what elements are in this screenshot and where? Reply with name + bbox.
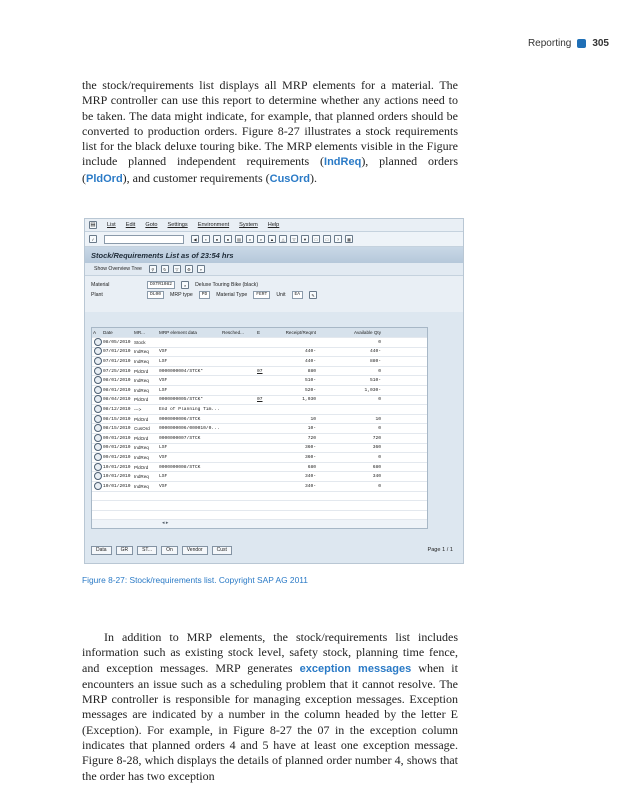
cell-mrp-element: PldOrd [134,416,149,422]
row-detail-icon[interactable] [92,386,102,395]
element-icon[interactable] [94,338,102,346]
cell-element-data: 0000000005/STCK* [159,397,204,403]
st-button[interactable]: ST... [137,546,157,555]
cell-available-qty: 720 [372,435,381,441]
empty-row [92,511,427,521]
cell-available-qty: 0 [378,397,381,403]
cell-available-qty: 0 [378,483,381,489]
table-row[interactable] [92,396,427,406]
column-header-date[interactable]: Date [103,330,113,335]
page-number: 305 [592,38,609,49]
row-detail-icon[interactable] [92,395,102,404]
element-icon[interactable] [94,453,102,461]
cell-mrp-element: PldOrd [134,397,149,403]
cell-receipt-reqmt: 1,030 [302,397,316,403]
cell-element-data: 0000000008/STCK [159,464,201,470]
row-detail-icon[interactable] [92,443,102,452]
cell-mrp-element: PldOrd [134,368,149,374]
cell-element-data: LSF [159,474,168,480]
cell-available-qty: 440- [369,349,381,355]
cell-receipt-reqmt: 720 [307,435,316,441]
cell-date: 08/05/2010 [103,339,131,345]
enter-icon[interactable]: ✓ [89,235,97,243]
table-row[interactable] [92,463,427,473]
find-icon[interactable]: ⌕ [246,235,254,243]
filter-icon[interactable]: ▽ [173,265,181,273]
cell-mrp-element: IndReq [134,378,149,384]
cell-receipt-reqmt: 10- [307,426,316,432]
menu-item[interactable]: Edit [125,222,136,228]
cell-element-data: LSF [159,387,168,393]
text: In addition to MRP elements, the stock/requirements list includes information such as existing stock level, safety stock, planning time fence, and exception messages. MRP generates [82,630,458,675]
material-search-icon[interactable]: ⌕ [181,281,189,289]
empty-row [92,501,427,511]
horizontal-scrollbar[interactable]: ◂ ▸ [92,520,427,528]
row-detail-icon[interactable] [92,376,102,385]
cell-element-data: End of Planning Tim... [159,406,220,412]
material-field[interactable]: DXTR1082 [147,281,175,289]
cell-available-qty: 0 [378,339,381,345]
cell-mrp-element: IndReq [134,454,149,460]
element-icon[interactable] [94,482,102,490]
cell-date: 08/04/2010 [103,397,131,403]
cell-available-qty: 0 [378,368,381,374]
table-row[interactable] [92,424,427,434]
layout-icon[interactable]: ▦ [345,235,353,243]
paragraph-intro [82,78,458,187]
plant-label: Plant [91,292,103,298]
help-icon[interactable]: ? [334,235,342,243]
cell-element-data: 0000000007/STCK [159,435,201,441]
on-button[interactable]: On [161,546,178,555]
column-header-element[interactable]: MRP element data [159,330,197,335]
row-detail-icon[interactable] [92,434,102,443]
cell-mrp-element: IndReq [134,483,149,489]
table-row[interactable] [92,386,427,396]
cell-available-qty: 0 [378,426,381,432]
cell-available-qty: 10 [375,416,381,422]
text: the stock/requirements list displays all MRP elements for a material. The MRP controller can use this report to determine whether any actions need to be taken. The data might indicate, for example, that planned orders should be converted to production orders. Figure 8-27 illustrates a stock requirements list for the black deluxe touring bike. The MRP elements visible in the Figure include planned independent requirements ( [82,78,458,169]
page-label: Page [427,547,441,553]
column-header-a[interactable]: A [93,330,97,335]
cancel-icon[interactable]: ● [224,235,232,243]
print-icon[interactable]: ▤ [235,235,243,243]
cell-receipt-reqmt: 440- [304,349,316,355]
keyword-cusord: CusOrd [269,172,310,185]
back-icon[interactable]: ◀ [191,235,199,243]
element-icon[interactable] [94,472,102,480]
cell-date: 07/01/2010 [103,349,131,355]
text: when it encounters an issue such as a scheduling problem that it cannot resolve. The MRP controller is responsible for managing exception messages. Exception messages are indicated by a number in the column headed by the letter E (Exception). For example, in Figure 8-27 the 07 in the exception column indicates that planned orders 4 and 5 have at least one exception message. Figure 8-28, which displays the details of planned order number 4, shows that the order has two exception [82,660,458,783]
table-row[interactable] [92,338,427,348]
table-row[interactable] [92,367,427,377]
cell-mrp-element: IndReq [134,445,149,451]
material-description: Deluxe Touring Bike (black) [195,282,259,288]
sap-screenshot [84,218,464,564]
menu-item[interactable]: Help [267,222,280,228]
cell-element-data: 0000000006/000010/0... [159,426,220,432]
cell-mrp-element: IndReq [134,474,149,480]
row-detail-icon[interactable] [92,453,102,462]
material-type-field[interactable]: FERT [253,291,270,299]
cell-receipt-reqmt: 510- [304,378,316,384]
cell-mrp-element: IndReq [134,349,149,355]
element-icon[interactable] [94,443,102,451]
cell-element-data: 0000000006/STCK [159,416,201,422]
cell-available-qty: 880- [369,358,381,364]
cell-receipt-reqmt: 340- [304,474,316,480]
figure-caption: Figure 8-27: Stock/requirements list. Copyright SAP AG 2011 [82,575,308,585]
column-header-available[interactable]: Available Qty [354,330,381,335]
cell-date: 10/01/2010 [103,464,131,470]
mrp-type-label: MRP type [170,292,193,298]
element-icon[interactable] [94,424,102,432]
row-detail-icon[interactable] [92,463,102,472]
find-next-icon[interactable]: ⌕ [257,235,265,243]
menu-item[interactable]: Goto [145,222,158,228]
element-icon[interactable] [94,357,102,365]
table-row[interactable] [92,348,427,358]
element-icon[interactable] [94,367,102,375]
element-icon[interactable] [94,415,102,423]
cell-element-data: LSF [159,358,168,364]
vendor-button[interactable]: Vendor [182,546,208,555]
row-detail-icon[interactable] [92,357,102,366]
first-page-icon[interactable]: ▲ [268,235,276,243]
cell-element-data: VSF [159,349,168,355]
cell-date: 07/01/2010 [103,358,131,364]
cell-receipt-reqmt: 520- [304,387,316,393]
person-icon[interactable]: ⚲ [149,265,157,273]
page-value: 1 / 1 [442,547,453,553]
header-square-icon [577,39,586,48]
mrp-elements-table [91,327,428,529]
screen-title: Stock/Requirements List as of 23:54 hrs [85,247,463,263]
text: ), planned orders ( [82,154,458,185]
cell-receipt-reqmt: 440- [304,358,316,364]
running-header [528,38,609,49]
cell-element-data: 0000000004/STCK* [159,368,204,374]
header-fields [85,276,463,312]
menu-item[interactable]: Settings [167,222,188,228]
row-detail-icon[interactable] [92,472,102,481]
cell-element-data: LSF [159,445,168,451]
table-row[interactable] [92,444,427,454]
menu-icon[interactable]: ▤ [90,222,96,228]
cell-exception[interactable]: 07 [257,368,263,374]
keyword-pldord: PldOrd [86,172,123,185]
cell-available-qty: 680 [372,464,381,470]
page-indicator [427,547,457,553]
edit-icon[interactable]: ✎ [309,291,317,299]
cell-element-data: VSF [159,378,168,384]
menu-bar [85,219,463,232]
cell-available-qty: 0 [378,454,381,460]
collapse-icon[interactable]: ▿ [197,265,205,273]
new-session-icon[interactable]: □ [312,235,320,243]
table-row[interactable] [92,453,427,463]
element-icon[interactable] [94,386,102,394]
section-title: Reporting [527,38,572,49]
element-icon[interactable] [94,347,102,355]
gr-button[interactable]: GR [116,546,134,555]
cell-element-data: VSF [159,483,168,489]
cell-available-qty: 1,030- [364,387,381,393]
table-row[interactable] [92,434,427,444]
save-icon[interactable]: ▪ [202,235,210,243]
row-detail-icon[interactable] [92,415,102,424]
table-row[interactable] [92,405,427,415]
text: ), and customer requirements ( [122,170,270,185]
cell-mrp-element: PldOrd [134,435,149,441]
show-overview-tree-button[interactable]: Show Overview Tree [94,266,142,272]
element-icon[interactable] [94,395,102,403]
material-type-label: Material Type [216,292,248,298]
cell-date: 10/01/2010 [103,483,131,489]
menu-item[interactable]: System [239,222,258,228]
table-row[interactable] [92,357,427,367]
cell-date: 07/25/2010 [103,368,131,374]
cell-mrp-element: Stock [134,339,146,345]
cell-exception[interactable]: 07 [257,397,263,403]
menu-item[interactable]: Environment [197,222,230,228]
prev-page-icon[interactable]: △ [279,235,287,243]
paragraph-exceptions [82,630,458,784]
cell-receipt-reqmt: 360- [304,445,316,451]
row-detail-icon[interactable] [92,482,102,491]
next-page-icon[interactable]: ▽ [290,235,298,243]
element-icon[interactable] [94,405,102,413]
cell-receipt-reqmt: 10 [310,416,316,422]
exit-icon[interactable]: ● [213,235,221,243]
cell-date: 08/01/2010 [103,387,131,393]
standard-toolbar [85,232,463,247]
mrp-type-field[interactable]: PD [199,291,211,299]
table-header [92,328,427,338]
empty-row [92,492,427,502]
cell-element-data: VSF [159,454,168,460]
row-detail-icon[interactable] [92,405,102,414]
table-row[interactable] [92,472,427,482]
cell-date: 10/01/2010 [103,474,131,480]
row-detail-icon[interactable] [92,338,102,347]
cell-available-qty: 360 [372,445,381,451]
row-detail-icon[interactable] [92,424,102,433]
settings-icon[interactable]: ⚙ [185,265,193,273]
table-row[interactable] [92,415,427,425]
cell-date: 09/01/2010 [103,445,131,451]
cust-button[interactable]: Cust [212,546,232,555]
unit-label: Unit [276,292,286,298]
table-row[interactable] [92,376,427,386]
row-detail-icon[interactable] [92,347,102,356]
column-header-resched[interactable]: Resched... [222,330,244,335]
cell-receipt-reqmt: 880 [307,368,316,374]
unit-field[interactable]: EA [292,291,304,299]
cell-mrp-element: CusOrd [134,426,150,432]
cell-date: 08/01/2010 [103,378,131,384]
cell-date: 08/15/2010 [103,426,131,432]
table-row[interactable] [92,482,427,492]
cell-mrp-element: PldOrd [134,464,149,470]
cell-date: 08/12/2010 [103,406,131,412]
plant-field[interactable]: DL00 [147,291,164,299]
keyword-indreq: IndReq [324,156,362,169]
cell-date: 08/15/2010 [103,416,131,422]
cell-receipt-reqmt: 680 [307,464,316,470]
refresh-icon[interactable]: ↻ [161,265,169,273]
element-icon[interactable] [94,434,102,442]
cell-mrp-element: ---> [134,406,142,412]
text: ). [309,170,317,185]
cell-available-qty: 340 [372,474,381,480]
keyword-exception-messages: exception messages [299,662,412,675]
cell-date: 09/01/2010 [103,435,131,441]
element-icon[interactable] [94,463,102,471]
command-field[interactable] [104,235,184,244]
element-icon[interactable] [94,376,102,384]
column-header-e[interactable]: E [257,330,261,335]
cell-mrp-element: IndReq [134,358,149,364]
shortcut-icon[interactable]: □ [323,235,331,243]
cell-receipt-reqmt: 360- [304,454,316,460]
cell-available-qty: 510- [369,378,381,384]
column-header-receipt[interactable]: Receipt/Reqmt [285,330,316,335]
menu-item[interactable]: List [107,222,116,228]
last-page-icon[interactable]: ▼ [301,235,309,243]
column-header-mr[interactable]: MR... [134,330,145,335]
application-toolbar [85,263,463,276]
cell-receipt-reqmt: 340- [304,483,316,489]
bottom-toolbar [91,544,457,556]
cell-date: 09/01/2010 [103,454,131,460]
cell-mrp-element: IndReq [134,387,149,393]
data-button[interactable]: Data [91,546,112,555]
row-detail-icon[interactable] [92,367,102,376]
material-label: Material [91,282,110,288]
